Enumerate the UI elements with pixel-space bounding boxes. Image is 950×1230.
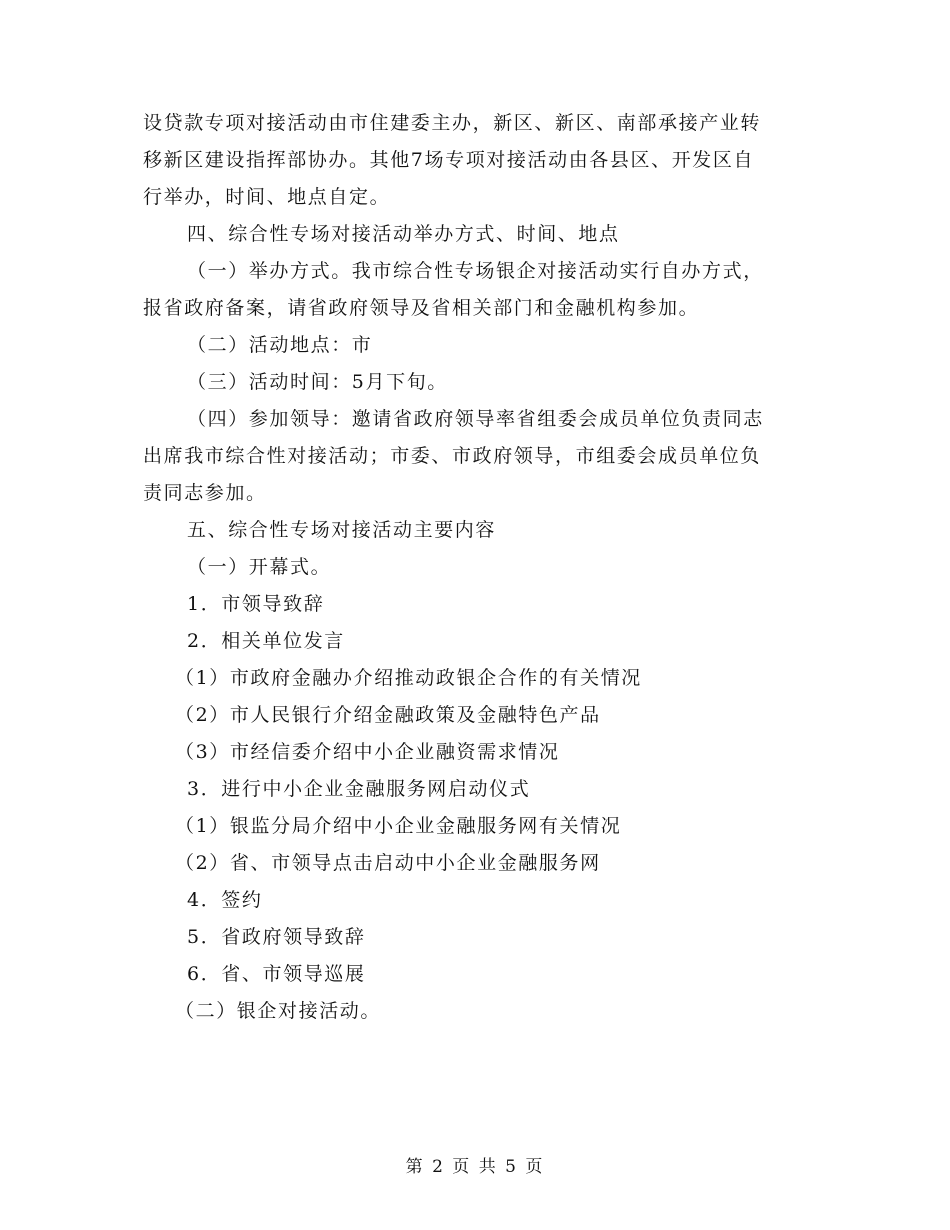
paragraph-line: （二）活动地点：市 <box>187 334 373 356</box>
paragraph-line: 移新区建设指挥部协办。其他7场专项对接活动由各县区、开发区自 <box>143 149 755 171</box>
list-item: 1．市领导致辞 <box>187 593 325 615</box>
paragraph-line: 责同志参加。 <box>143 482 267 504</box>
paragraph-line: （四）参加领导：邀请省政府领导率省组委会成员单位负责同志 <box>187 408 764 430</box>
list-subitem: （3）市经信委介绍中小企业融资需求情况 <box>175 741 560 763</box>
page-number-footer: 第 2 页 共 5 页 <box>405 1157 545 1177</box>
paragraph-line: 设贷款专项对接活动由市住建委主办，新区、新区、南部承接产业转 <box>143 112 762 134</box>
list-item: 2．相关单位发言 <box>187 630 345 652</box>
list-item: 3．进行中小企业金融服务网启动仪式 <box>187 778 531 800</box>
section-heading: 五、综合性专场对接活动主要内容 <box>187 519 497 541</box>
document-body <box>143 105 803 1030</box>
paragraph-line: 出席我市综合性对接活动；市委、市政府领导，市组委会成员单位负 <box>143 445 762 467</box>
paragraph-line: （一）举办方式。我市综合性专场银企对接活动实行自办方式， <box>187 260 764 282</box>
paragraph-line: （三）活动时间：5月下旬。 <box>187 371 448 393</box>
list-item: 4．签约 <box>187 889 263 911</box>
list-subitem: （1）市政府金融办介绍推动政银企合作的有关情况 <box>175 667 642 689</box>
subsection-heading: （一）开幕式。 <box>187 556 332 578</box>
list-subitem: （1）银监分局介绍中小企业金融服务网有关情况 <box>175 815 622 837</box>
list-subitem: （2）市人民银行介绍金融政策及金融特色产品 <box>175 704 601 726</box>
paragraph-line: 报省政府备案，请省政府领导及省相关部门和金融机构参加。 <box>143 297 700 319</box>
list-subitem: （2）省、市领导点击启动中小企业金融服务网 <box>175 852 601 874</box>
list-item: 5．省政府领导致辞 <box>187 926 366 948</box>
section-heading: 四、综合性专场对接活动举办方式、时间、地点 <box>187 223 620 245</box>
subsection-heading: （二）银企对接活动。 <box>175 1000 382 1022</box>
list-item: 6．省、市领导巡展 <box>187 963 366 985</box>
paragraph-line: 行举办，时间、地点自定。 <box>143 186 391 208</box>
